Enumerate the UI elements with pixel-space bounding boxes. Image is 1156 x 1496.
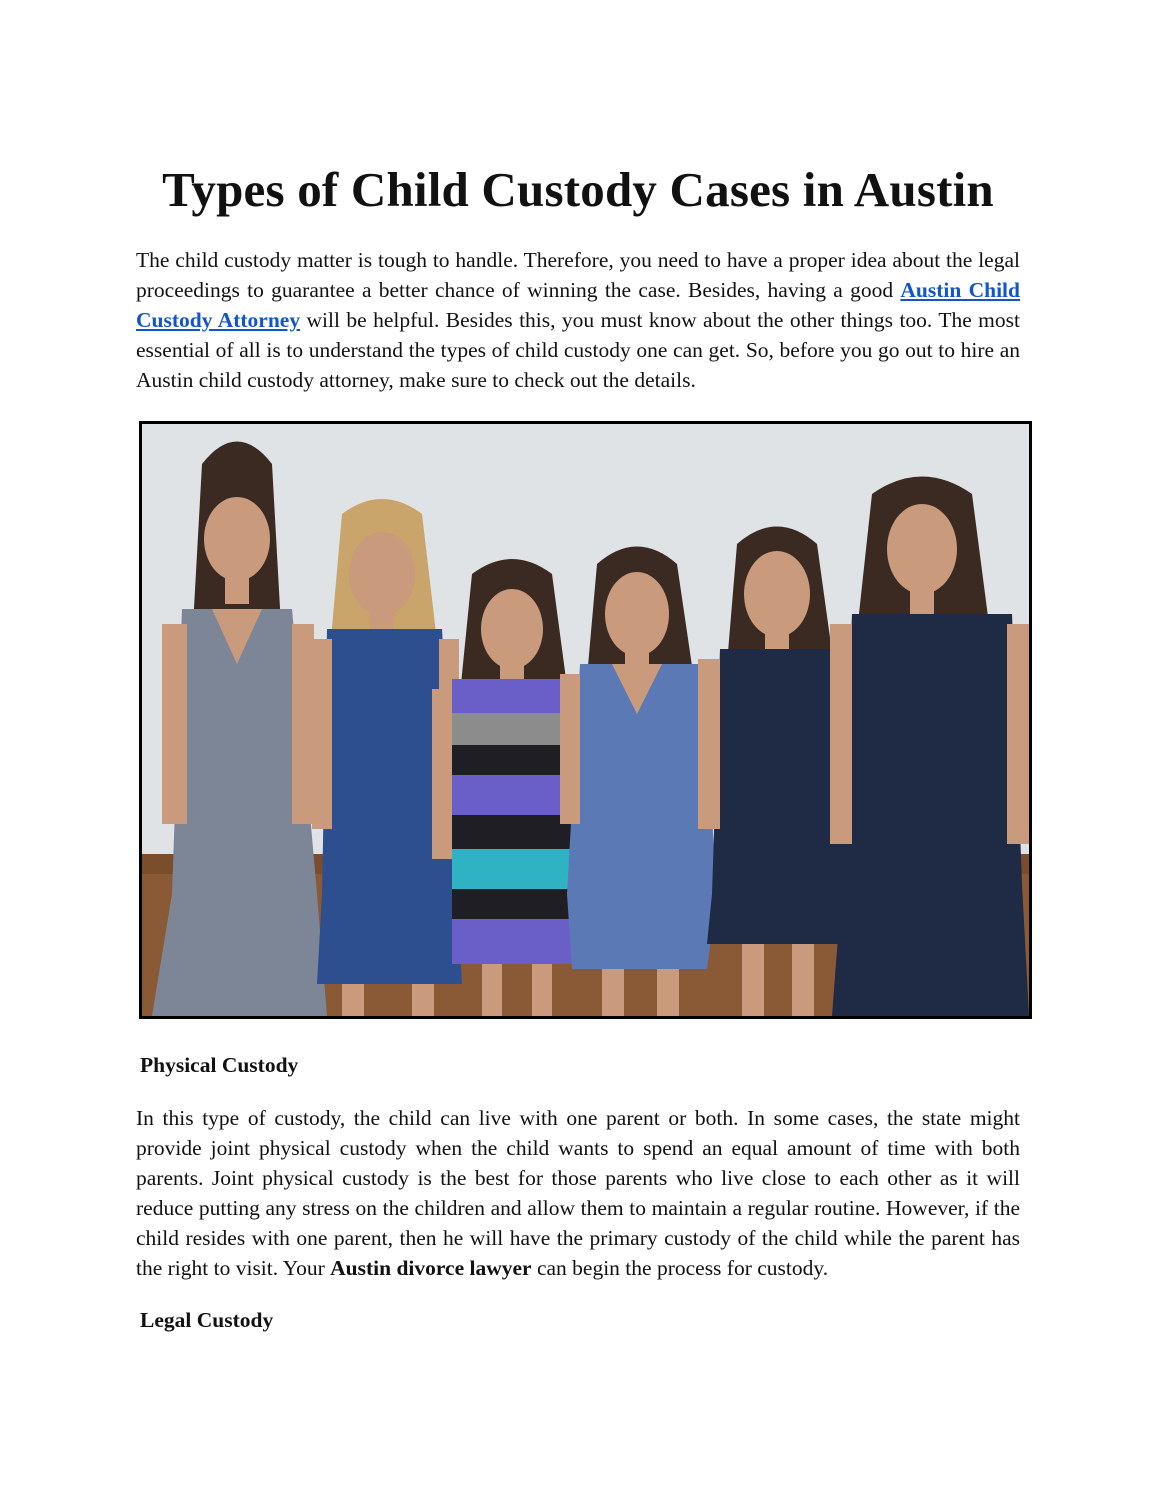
intro-text-before-link: The child custody matter is tough to handle. Therefore, you need to have a proper idea about the legal proceedings to guarantee a better chance of winning the case. Besides, having a good — [136, 248, 1020, 302]
physical-text-after-bold: can begin the process for custody. — [531, 1256, 829, 1280]
physical-custody-text — [136, 1103, 1020, 1283]
legal-custody-heading: Legal Custody — [140, 1308, 274, 1332]
group-photo — [139, 421, 1032, 1019]
physical-custody-paragraph — [136, 1103, 1020, 1283]
intro-paragraph — [136, 245, 1020, 395]
page-title: Types of Child Custody Cases in Austin — [162, 162, 994, 217]
austin-divorce-lawyer-bold: Austin divorce lawyer — [330, 1256, 532, 1280]
intro-text — [136, 245, 1020, 395]
intro-text-after-link: will be helpful. Besides this, you must know about the other things too. The most essential of all is to understand the types of child custody one can get. So, before you go out to hire an Austin child custody attorney, make sure to check out the details. — [136, 308, 1020, 392]
austin-child-custody-attorney-link[interactable]: Austin Child Custody Attorney — [136, 278, 1020, 332]
physical-custody-heading: Physical Custody — [140, 1053, 299, 1077]
physical-text-before-bold: In this type of custody, the child can live with one parent or both. In some cases, the state might provide joint physical custody when the child wants to spend an equal amount of time with both parents. Joint physical custody is the best for those parents who live close to each other as it will reduce putting any stress on the children and allow them to maintain a regular routine. However, if the child resides with one parent, then he will have the primary custody of the child while the parent has the right to visit. Your — [136, 1106, 1020, 1280]
